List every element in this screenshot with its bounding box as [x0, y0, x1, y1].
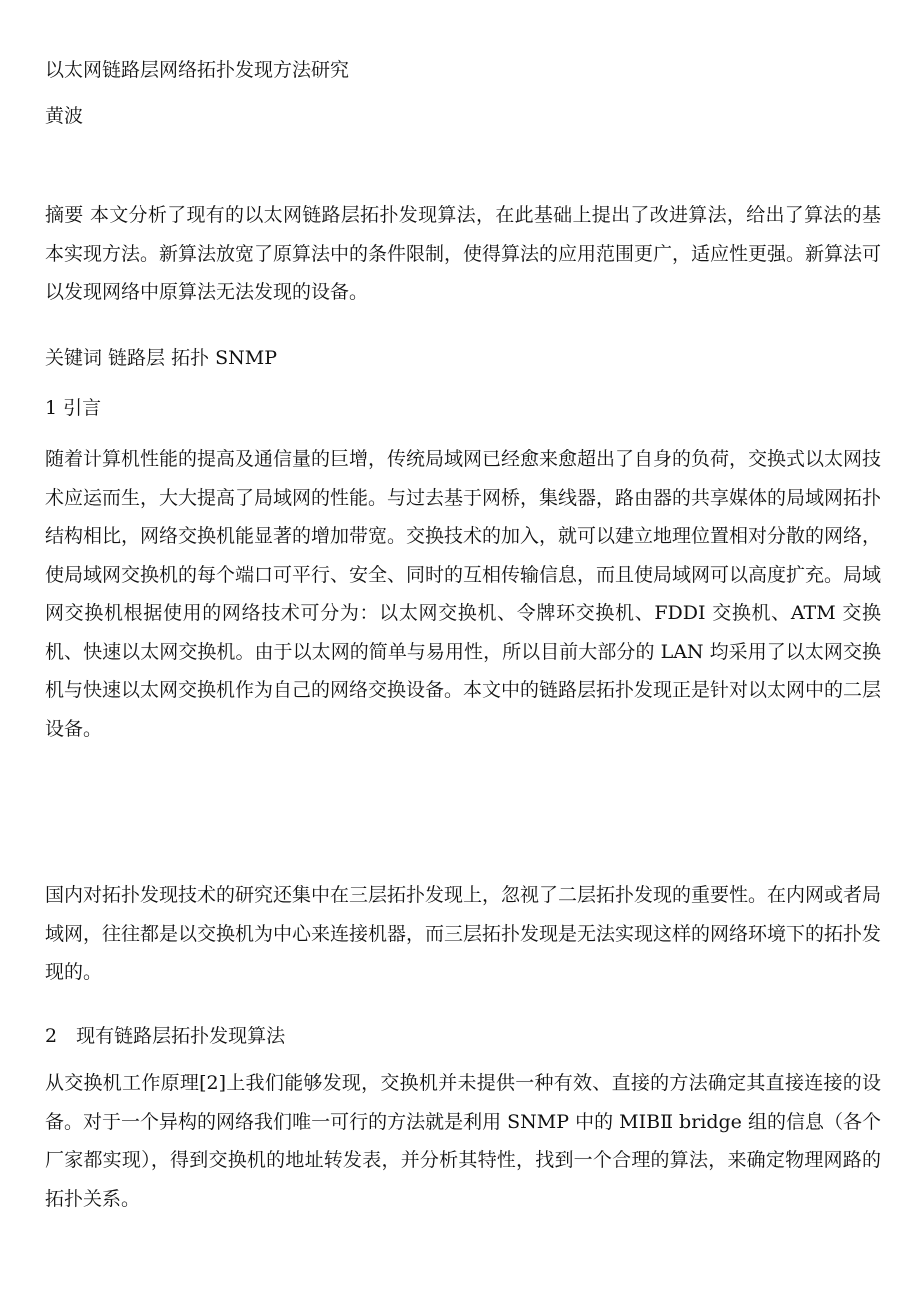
body-paragraph: 从交换机工作原理[2]上我们能够发现，交换机并未提供一种有效、直接的方法确定其直接连接的设备。对于一个异构的网络我们唯一可行的方法就是利用 SNMP 中的 MIBⅡ bridge 组的信息（各个厂家都实现），得到交换机的地址转发表，并分析其特性，找到一个合理的算法，来确定物理网路的拓扑关系。	[45, 1072, 881, 1210]
body-paragraph: 随着计算机性能的提高及通信量的巨增，传统局域网已经愈来愈超出了自身的负荷，交换式以太网技术应运而生，大大提高了局域网的性能。与过去基于网桥，集线器，路由器的共享媒体的局域网拓扑结构相比，网络交换机能显著的增加带宽。交换技术的加入，就可以建立地理位置相对分散的网络，使局域网交换机的每个端口可平行、安全、同时的互相传输信息，而且使局域网可以高度扩充。局域网交换机根据使用的网络技术可分为：以太网交换机、令牌环交换机、FDDI 交换机、ATM 交换机、快速以太网交换机。由于以太网的简单与易用性，所以目前大部分的 LAN 均采用了以太网交换机与快速以太网交换机作为自己的网络交换设备。本文中的链路层拓扑发现正是针对以太网中的二层设备。	[45, 448, 882, 740]
keywords-line: 关键词 链路层 拓扑 SNMP	[45, 347, 277, 369]
body-paragraph: 国内对拓扑发现技术的研究还集中在三层拓扑发现上，忽视了二层拓扑发现的重要性。在内网或者局域网，往往都是以交换机为中心来连接机器，而三层拓扑发现是无法实现这样的网络环境下的拓扑发现的。	[45, 884, 882, 983]
author-name: 黄波	[45, 105, 84, 127]
document-title: 以太网链路层网络拓扑发现方法研究	[45, 59, 350, 81]
section-1-heading: 1 引言	[45, 397, 102, 419]
abstract-paragraph: 摘要 本文分析了现有的以太网链路层拓扑发现算法，在此基础上提出了改进算法，给出了算法的基本实现方法。新算法放宽了原算法中的条件限制，使得算法的应用范围更广，适应性更强。新算法可以发现网络中原算法无法发现的设备。	[45, 204, 882, 303]
section-2-heading: 2 现有链路层拓扑发现算法	[45, 1025, 286, 1047]
